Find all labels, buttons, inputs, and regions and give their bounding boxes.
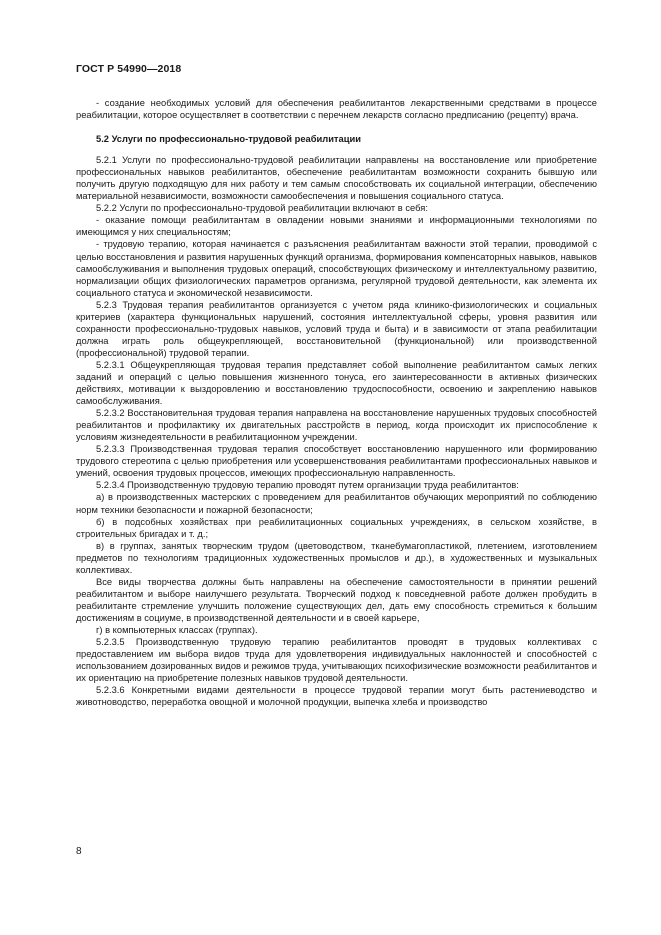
body-text [76,97,597,708]
paragraph-5-2-3-6: 5.2.3.6 Конкретными видами деятельности в процессе трудовой терапии могут быть растениеводство и животноводство, переработка овощной и молочной продукции, выпечка хлеба и производство [76,685,597,708]
list-item-g: г) в компьютерных классах (группах). [96,624,258,635]
paragraph-5-2-3-3: 5.2.3.3 Производственная трудовая терапия способствует восстановлению нарушенного или формированию трудового стереотипа с целью приобретения или усовершенствования реабилитантами профессиональных навыков и умений, освоения трудовых процессов, имеющих профессиональную направленность. [76,444,597,479]
paragraph-5-2-3: 5.2.3 Трудовая терапия реабилитантов организуется с учетом ряда клинико-физиологических и социальных критериев (характера функциональных нарушений, состояния интеллектуальной сферы, уровня развития или сохранности профессионально-трудовых навыков, условий труда и быта) и в зависимости от этапа реабилитации должна играть роль общеукрепляющей, восстановительной (функциональной) или производственной (профессиональной) трудовой терапии. [76,299,597,358]
paragraph-5-2-3-1: 5.2.3.1 Общеукрепляющая трудовая терапия представляет собой выполнение реабилитантом самых легких заданий и операций с целью повышения жизненного тонуса, его заинтересованности в активных физических действиях, мотивации к выздоровлению и восстановлению трудоспособности, освоению и закреплению навыков самообслуживания. [76,359,597,407]
list-item-b: б) в подсобных хозяйствах при реабилитационных социальных учреждениях, в сельском хозяйстве, в строительных бригадах и т. д.; [76,516,597,539]
paragraph-5-2-3-2: 5.2.3.2 Восстановительная трудовая терапия направлена на восстановление нарушенных трудовых способностей реабилитантов и профилактику их двигательных расстройств в период, когда происходит их приспособление к условиям жизнедеятельности в реабилитационном учреждении. [76,408,597,443]
paragraph-5-2-3-5: 5.2.3.5 Производственную трудовую терапию реабилитантов проводят в трудовых коллективах с предоставлением им выбора видов труда для удовлетворения индивидуальных наклонностей и способностей с использованием дозированных видов и режимов труда, учитывающих психофизические возможности реабилитантов и их ориентацию на приобретение полезных навыков трудовой деятельности. [76,637,597,684]
paragraph-medicines: - создание необходимых условий для обеспечения реабилитантов лекарственными средствами в процессе реабилитации, которое осуществляет в соответствии с перечнем лекарств согласно предписанию (рецепту) врача. [76,98,597,121]
page-number: 8 [76,846,82,857]
paragraph-5-2-3-4: 5.2.3.4 Производственную трудовую терапию проводят путем организации труда реабилитантов: [96,480,519,491]
section-heading-5-2: 5.2 Услуги по профессионально-трудовой реабилитации [96,134,361,145]
list-item-a: а) в производственных мастерских с проведением для реабилитантов обучающих мероприятий по соблюдению норм техники безопасности и пожарной безопасности; [76,492,597,515]
paragraph-5-2-1: 5.2.1 Услуги по профессионально-трудовой реабилитации направлены на восстановление или приобретение профессиональных навыков реабилитантов, обеспечение реабилитантам возможности сохранить бывшую или получить другую подходящую для них работу и тем самым способствовать их социальной интеграции, обеспечению материальной независимости, возможности самообеспечения и повышения социального статуса. [76,155,597,202]
standard-code-header: ГОСТ Р 54990—2018 [76,63,182,75]
paragraph-5-2-2: 5.2.2 Услуги по профессионально-трудовой реабилитации включают в себя: [96,203,428,214]
list-item-labor-therapy: - трудовую терапию, которая начинается с разъяснения реабилитантам важности этой терапии, проводимой с целью восстановления и развития нарушенных функций организма, формирования компенсаторных навыков, навыков самообслуживания и выполнения трудовых операций, способствующих физическому и интеллектуальному развитию, нормализации общих физиологических параметров организма, регулярной трудовой деятельности, как элемента их социального статуса и экономической независимости. [76,239,597,298]
paragraph-creativity: Все виды творчества должны быть направлены на обеспечение самостоятельности в принятии решений реабилитантом и выборе наилучшего результата. Творческий подход к повседневной работе должен пробудить в реабилитанте стремление улучшить положение существующих дел, дать ему способность стремиться к большим достижениям в социуме, в производственной деятельности и в своей карьере, [76,576,597,623]
list-item-v: в) в группах, занятых творческим трудом (цветоводством, тканебумагопластикой, плетением, изготовлением предметов по технологиям традиционных художественных промыслов и др.), в художественных и музыкальных коллективах. [76,540,597,575]
list-item-assistance: - оказание помощи реабилитантам в овладении новыми знаниями и информационными технологиями по имеющимся у них специальностям; [76,215,597,238]
